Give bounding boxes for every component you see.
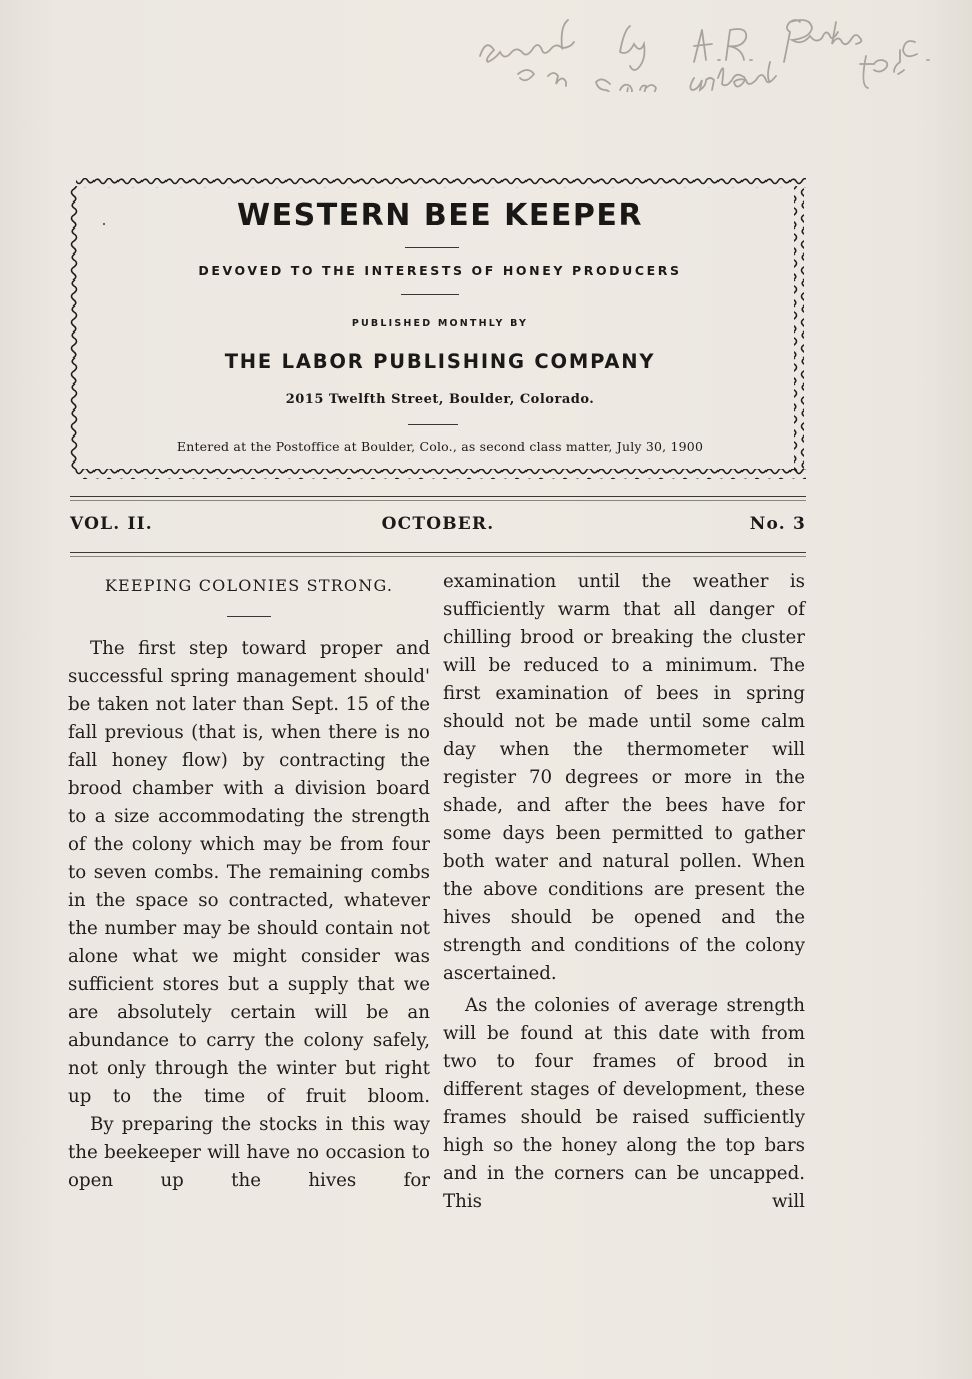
- masthead-address-rule: [408, 424, 458, 425]
- publisher-address: 2015 Twelfth Street, Boulder, Colorado.: [285, 392, 595, 407]
- issue-info-line: [70, 514, 806, 544]
- issue-top-rule: [70, 496, 806, 497]
- article-title: KEEPING COLONIES STRONG.: [104, 576, 394, 595]
- handwritten-donation-note: [470, 12, 965, 92]
- article-title-rule: [227, 616, 271, 617]
- postal-entry-notice: Entered at the Postoffice at Boulder, Colo., as second class matter, July 30, 1900: [176, 439, 704, 454]
- masthead-subtitle: DEVOVED TO THE INTERESTS OF HONEY PRODUCERS: [198, 263, 682, 278]
- issue-month: OCTOBER.: [381, 514, 495, 534]
- issue-number: No. 3: [749, 514, 806, 534]
- article-paragraph: examination until the weather is sufficiently warm that all danger of chilling brood or breaking the cluster will be reduced to a minimum. The first examination of bees in spring should not be made until some calm day when the thermometer will register 70 degrees or more in the shade, and after the bees have for some days been permitted to gather both water and natural pollen. When the above conditions are present the hives should be opened and the strength and conditions of the colony ascertained.: [443, 571, 805, 984]
- masthead: [70, 176, 810, 481]
- issue-top-rule-thin: [70, 500, 806, 501]
- masthead-title-rule: [405, 247, 459, 248]
- issue-bottom-rule-thin: [70, 556, 806, 557]
- published-by-label: PUBLISHED MONTHLY BY: [351, 318, 529, 329]
- masthead-title: WESTERN BEE KEEPER: [237, 198, 643, 233]
- article-column-right: [443, 568, 805, 1216]
- article-paragraph: As the colonies of average strength will be found at this date with from two to four frames of brood in different stages of development, these frames should be raised sufficiently high so the honey along the top bars and in the corners can be uncapped. This will: [443, 995, 805, 1212]
- volume-label: VOL. II.: [70, 514, 153, 534]
- publisher-name: THE LABOR PUBLISHING COMPANY: [224, 350, 656, 373]
- article-paragraph: The first step toward proper and successful spring management should' be taken not later than Sept. 15 of the fall previous (that is, when there is no fall honey flow) by contracting the brood chamber with a division board to a size accommodating the strength of the colony which may be from four to seven combs. The remaining combs in the space so contracted, whatever the number may be should contain not alone what we might consider was sufficient stores but a supply that we are absolutely certain will be an abundance to carry the colony safely, not only through the winter but right up to the time of fruit bloom.: [68, 638, 430, 1107]
- issue-bottom-rule: [70, 552, 806, 553]
- handwriting-scribble-icon: [470, 12, 965, 92]
- masthead-subtitle-rule: [401, 294, 459, 295]
- article-column-left: [68, 568, 430, 1195]
- article-paragraph: By preparing the stocks in this way the beekeeper will have no occasion to open up the hives for: [68, 1114, 430, 1191]
